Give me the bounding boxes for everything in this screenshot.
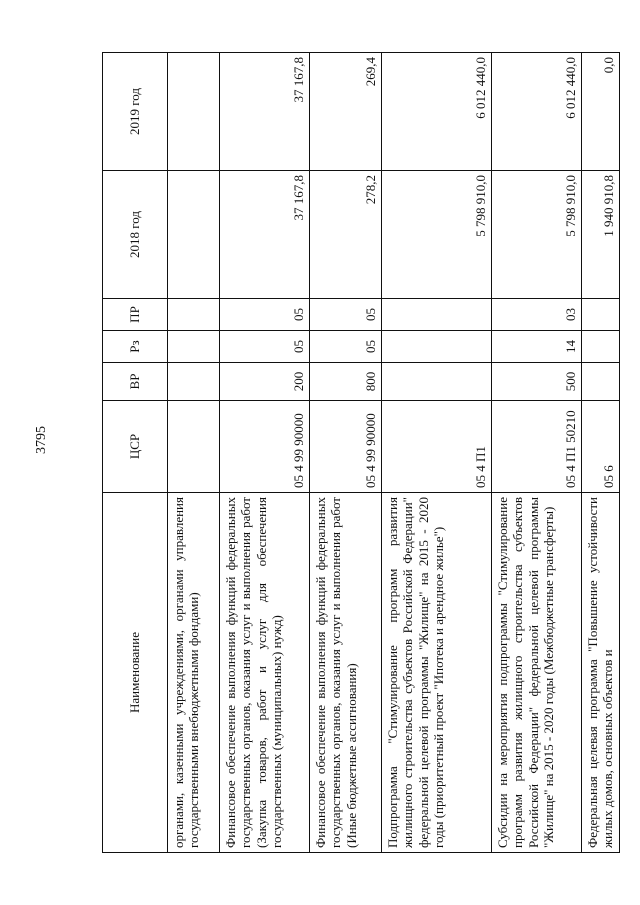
row-pr [382,299,492,331]
row-pr [168,299,220,331]
row-2019: 0,0 [582,53,620,171]
rotated-page [102,53,616,853]
row-pr [582,299,620,331]
row-2018: 5 798 910,0 [492,171,582,299]
header-rz: Рз [103,331,168,363]
row-2018: 278,2 [310,171,382,299]
row-name: Федеральная целевая программа "Повышение устойчивости жилых домов, основных объектов и [582,493,620,853]
table-header-row [103,53,168,853]
row-pr: 03 [492,299,582,331]
table-row [382,53,492,853]
row-2018: 5 798 910,0 [382,171,492,299]
row-name: Финансовое обеспечение выполнения функций федеральных государственных органов, оказания услуг и выполнения работ (Иные бюджетные ассигнования) [310,493,382,853]
page-number: 3795 [34,426,49,454]
budget-table [102,52,620,853]
row-2018: 37 167,8 [220,171,310,299]
table-row [220,53,310,853]
row-vr: 800 [310,363,382,401]
header-2018: 2018 год [103,171,168,299]
row-csr: 05 4 П1 [382,401,492,493]
row-pr: 05 [220,299,310,331]
row-2019: 269,4 [310,53,382,171]
row-2019 [168,53,220,171]
row-name: Подпрограмма "Стимулирование программ развития жилищного строительства субъектов Российской Федерации" федеральной целевой программы "Жилище" на 2015 - 2020 годы (приоритетный проект "Ипотека и арендное жилье") [382,493,492,853]
row-csr: 05 4 99 90000 [220,401,310,493]
row-csr: 05 4 П1 50210 [492,401,582,493]
row-vr: 200 [220,363,310,401]
row-2019: 6 012 440,0 [492,53,582,171]
row-vr: 500 [492,363,582,401]
row-vr [382,363,492,401]
header-2019: 2019 год [103,53,168,171]
table-row [582,53,620,853]
row-vr [168,363,220,401]
header-pr: ПР [103,299,168,331]
table-row [168,53,220,853]
row-rz: 05 [310,331,382,363]
row-2019: 37 167,8 [220,53,310,171]
header-csr: ЦСР [103,401,168,493]
table-row [492,53,582,853]
header-vr: ВР [103,363,168,401]
row-rz [582,331,620,363]
row-csr [168,401,220,493]
row-2018 [168,171,220,299]
row-name: органами, казенными учреждениями, органами управления государственными внебюджетными фондами) [168,493,220,853]
row-rz [382,331,492,363]
row-csr: 05 6 [582,401,620,493]
row-name: Субсидии на мероприятия подпрограммы "Стимулирование программ развития жилищного строительства субъектов Российской Федерации" федеральной целевой программы "Жилище" на 2015 - 2020 годы (Межбюджетные трансферты) [492,493,582,853]
row-rz [168,331,220,363]
row-rz: 14 [492,331,582,363]
row-rz: 05 [220,331,310,363]
row-vr [582,363,620,401]
row-pr: 05 [310,299,382,331]
row-2018: 1 940 910,8 [582,171,620,299]
row-name: Финансовое обеспечение выполнения функций федеральных государственных органов, оказания услуг и выполнения работ (Закупка товаров, работ и услуг для обеспечения государственных (муниципальных) нужд) [220,493,310,853]
row-2019: 6 012 440,0 [382,53,492,171]
header-name: Наименование [103,493,168,853]
table-row [310,53,382,853]
row-csr: 05 4 99 90000 [310,401,382,493]
